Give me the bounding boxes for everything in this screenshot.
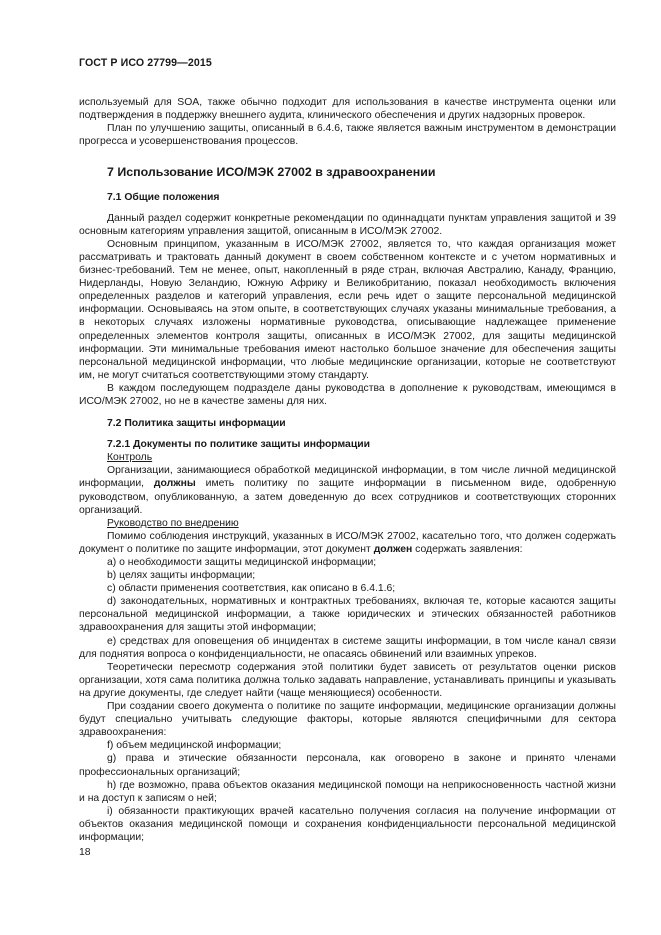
create-policy-paragraph: При создании своего документа о политике по защите информации, медицинские организации должны будут специально учитывать следующие факторы, которые являются специфичными для сектора здравоохранения: <box>79 701 616 739</box>
guidance-label: Руководство по внедрению <box>107 517 239 529</box>
list-item: f) объем медицинской информации; <box>107 740 282 752</box>
list-item: d) законодательных, нормативных и контрактных требованиях, включая те, которые касаются защиты персональной медицинской информации, а также юридических и этических обязанностей работников здравоохранения для защиты этой информации; <box>79 596 616 634</box>
guidance-text-bold: должен <box>373 543 413 555</box>
section-7-1-paragraph-2: Основным принципом, указанным в ИСО/МЭК 27002, является то, что каждая организация может рассматривать и трактовать данный документ в своем собственном контексте и с учетом нормативных и бизнес-требований. Тем не менее, опыт, накопленный в ряде стран, включая Австралию, Канаду, Францию, Нидерланды, Новую Зеландию, Южную Африку и Великобританию, показал необходимость включения определенных разделов и категорий управления, если речь идет о защите персональной медицинской информации. Основываясь на этом опыте, в соответствующих случаях указаны минимальные требования, а в некоторых случаях изложены нормативные руководства, описывающие надлежащее применение определенных элементов контроля защиты, описанных в ИСО/МЭК 27002, для защиты медицинской информации. Эти минимальные требования имеют настолько большое значение для обеспечения защиты персональной медицинской информации, что любые медицинские организации, которые не соответствуют им, не могут считаться соответствующими этому стандарту. <box>79 238 616 381</box>
list-item: e) средствах для оповещения об инцидентах в системе защиты информации, в том числе канал связи для поднятия вопроса о конфиденциальности, не опасаясь обвинений или взаимных упреков. <box>79 635 616 660</box>
section-7-2-1-heading: 7.2.1 Документы по политике защиты информации <box>107 439 370 451</box>
section-7-heading: 7 Использование ИСО/МЭК 27002 в здравоохранении <box>107 165 436 180</box>
guidance-text-b: содержать заявления: <box>412 543 523 555</box>
control-text-a: Организации, занимающиеся обработкой медицинской информации, в том числе личной медицинской информации, <box>79 465 616 490</box>
page-number: 18 <box>79 847 91 858</box>
theory-paragraph: Теоретически пересмотр содержания этой политики будет зависеть от результатов оценки рисков организации, хотя сама политика должна только задавать направление, устанавливать принципы и указывать на другие документы, где следует найти (чаще меняющиеся) особенности. <box>79 661 616 699</box>
control-label: Контроль <box>107 452 153 464</box>
list-item: b) целях защиты информации; <box>107 570 256 582</box>
intro-paragraph-1: используемый для SOA, также обычно подходит для использования в качестве инструмента оценки или подтверждения в поддержку внешнего аудита, клинического обеспечения и других надзорных проверок. <box>79 97 616 122</box>
list-item: h) где возможно, права объектов оказания медицинской помощи на неприкосновенность частной жизни и на доступ к записям о ней; <box>79 779 616 804</box>
list-item: c) области применения соответствия, как описано в 6.4.1.6; <box>107 583 396 595</box>
section-7-1-paragraph-3: В каждом последующем подразделе даны руководства в дополнение к руководствам, имеющимся в ИСО/МЭК 27002, но не в качестве замены для них. <box>79 382 616 407</box>
control-paragraph <box>79 464 616 516</box>
guidance-text-a: Помимо соблюдения инструкций, указанных в ИСО/МЭК 27002, касательно того, что должен содержать документ о политике по защите информации, этот документ <box>79 530 616 555</box>
running-header: ГОСТ Р ИСО 27799—2015 <box>79 57 212 69</box>
intro-paragraph-2: План по улучшению защиты, описанный в 6.4.6, также является важным инструментом в демонстрации прогресса и усовершенствования процессов. <box>79 123 616 148</box>
section-7-2-heading: 7.2 Политика защиты информации <box>107 418 286 430</box>
control-text-bold: должны <box>153 478 196 490</box>
list-item: i) обязанности практикующих врачей касательно получения согласия на получение информации от объектов оказания медицинской помощи и сохранения конфиденциальности персональной медицинской информации; <box>79 805 616 843</box>
guidance-paragraph <box>79 530 616 556</box>
list-item: g) права и этические обязанности персонала, как оговорено в законе и принято членами профессиональных организаций; <box>79 753 616 778</box>
control-text-b: иметь политику по защите информации в письменном виде, одобренную руководством, опубликованную, а затем доведенную до всех сотрудников и соответствующих сторонних организаций. <box>79 478 616 516</box>
section-7-1-heading: 7.1 Общие положения <box>107 191 220 203</box>
list-item: a) о необходимости защиты медицинской информации; <box>107 557 377 568</box>
section-7-1-paragraph-1: Данный раздел содержит конкретные рекомендации по одиннадцати пунктам управления защитой и 39 основным категориям управления защитой, описанным в ИСО/МЭК 27002. <box>79 212 616 237</box>
